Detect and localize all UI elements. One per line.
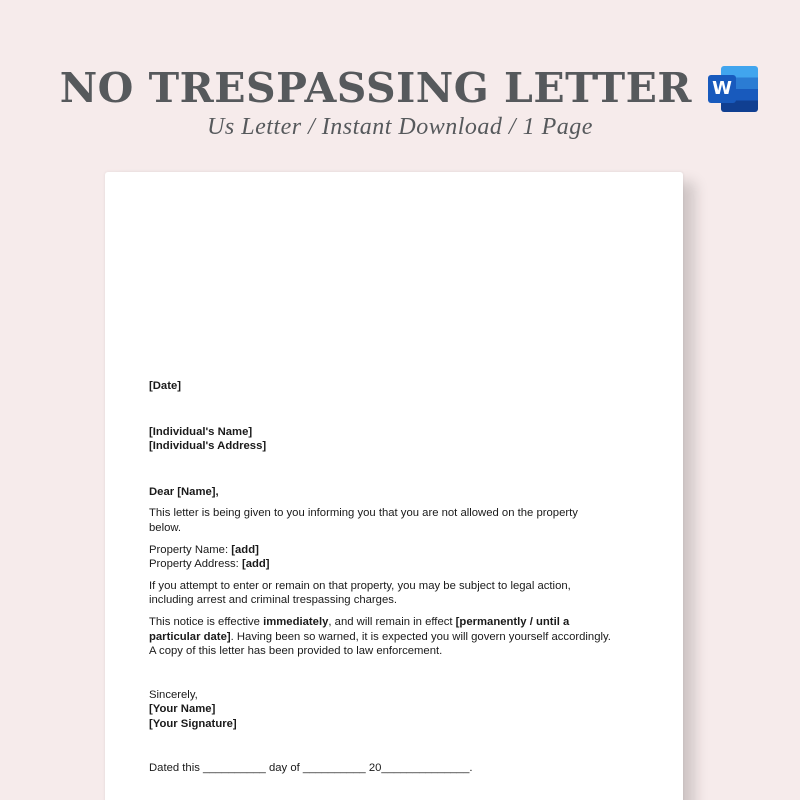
notice-line-3: A copy of this letter has been provided to law enforcement. [149, 645, 443, 658]
word-icon-letter: W [708, 75, 736, 103]
notice-text-1: This notice is effective [149, 615, 264, 628]
your-signature-field: [Your Signature] [149, 717, 237, 730]
notice-line-1 [149, 615, 639, 630]
letter-body [149, 379, 639, 775]
notice-line-2 [149, 630, 639, 645]
property-name-line [149, 543, 639, 558]
recipient-address-field: [Individual's Address] [149, 440, 267, 453]
document-page [105, 172, 683, 800]
notice-bold-duration-b: particular date] [149, 630, 231, 643]
property-address-value: [add] [241, 558, 270, 571]
recipient-name-field: [Individual's Name] [149, 425, 253, 438]
property-name-value: [add] [231, 543, 259, 556]
microsoft-word-icon [708, 66, 758, 112]
notice-bold-immediately: immediately [263, 615, 329, 628]
property-name-label: Property Name: [149, 543, 232, 556]
intro-line-2: below. [149, 521, 182, 534]
date-field: [Date] [149, 380, 182, 392]
salutation: Dear [Name], [149, 485, 219, 498]
page-subtitle: Us Letter / Instant Download / 1 Page [207, 114, 593, 140]
intro-line-1: This letter is being given to you informing you that you are not allowed on the property [149, 507, 578, 520]
notice-text-3: . Having been so warned, it is expected you will govern yourself accordingly. [230, 630, 611, 643]
dated-line: Dated this __________ day of __________ 20______________. [149, 761, 473, 774]
your-name-field: [Your Name] [149, 703, 216, 716]
property-address-line [149, 557, 639, 572]
closing: Sincerely, [149, 688, 198, 701]
warning-line-1: If you attempt to enter or remain on that property, you may be subject to legal action, [149, 579, 571, 592]
notice-text-2: , and will remain in effect [328, 615, 456, 628]
property-address-label: Property Address: [149, 558, 242, 571]
page-title: NO TRESPASSING LETTER [59, 64, 692, 112]
warning-line-2: including arrest and criminal trespassing charges. [149, 594, 398, 607]
notice-bold-duration-a: [permanently / until a [455, 615, 570, 628]
